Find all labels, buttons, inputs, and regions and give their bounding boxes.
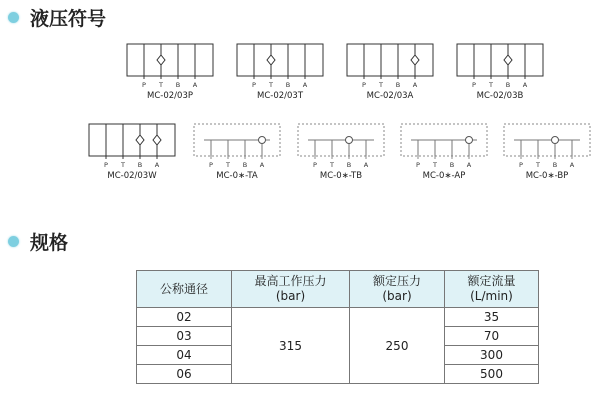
port-label: B	[285, 81, 291, 89]
bullet-dot-icon	[8, 236, 19, 247]
port-label: A	[466, 161, 472, 169]
symbol-label: MC-0∗-BP	[525, 171, 569, 181]
hydraulic-symbol	[127, 44, 213, 101]
max-pressure-cell: 315	[232, 308, 350, 384]
symbol-label: MC-02/03T	[256, 91, 304, 101]
header-nominal-size: 公称通径	[137, 271, 232, 308]
hydraulic-symbol	[347, 44, 433, 101]
symbol-label: MC-02/03P	[147, 91, 193, 101]
section-title-symbols	[8, 4, 106, 31]
flow-cell: 70	[445, 327, 539, 346]
valve-body	[89, 124, 175, 156]
symbols-title-text: 液压符号	[30, 8, 107, 30]
rated-pressure-cell: 250	[350, 308, 445, 384]
port-label: T	[269, 81, 273, 89]
symbol-label: MC-0∗-TB	[319, 171, 363, 181]
section-title-spec	[8, 228, 68, 255]
check-valve-icon	[346, 137, 353, 144]
hydraulic-symbol	[401, 124, 487, 181]
port-label: P	[142, 81, 146, 89]
port-label: B	[505, 81, 511, 89]
valve-body	[237, 44, 323, 76]
size-cell: 02	[137, 308, 232, 327]
check-valve-icon	[153, 135, 161, 145]
bullet-dot-icon	[8, 12, 19, 23]
check-valve-icon	[259, 137, 266, 144]
flow-cell: 300	[445, 346, 539, 365]
port-label: A	[302, 81, 308, 89]
header-max-pressure: 最高工作压力 (bar)	[232, 271, 350, 308]
spec-title-text: 规格	[30, 232, 69, 254]
valve-body	[127, 44, 213, 76]
port-label: B	[346, 161, 352, 169]
header-rated-flow: 额定流量 (L/min)	[445, 271, 539, 308]
spec-table	[136, 270, 539, 384]
hydraulic-symbol	[298, 124, 384, 181]
port-label: A	[192, 81, 198, 89]
symbol-label: MC-0∗-TA	[216, 171, 258, 181]
port-label: A	[569, 161, 575, 169]
size-cell: 03	[137, 327, 232, 346]
symbol-label: MC-0∗-AP	[422, 171, 466, 181]
port-label: P	[252, 81, 256, 89]
port-label: B	[449, 161, 455, 169]
flow-cell: 500	[445, 365, 539, 384]
port-label: A	[259, 161, 265, 169]
port-label: T	[226, 161, 230, 169]
check-valve-icon	[504, 55, 512, 65]
port-label: B	[242, 161, 248, 169]
valve-body	[457, 44, 543, 76]
port-label: P	[416, 161, 420, 169]
port-label: B	[395, 81, 401, 89]
hydraulic-symbols-panel	[0, 32, 604, 192]
flow-cell: 35	[445, 308, 539, 327]
check-valve-icon	[552, 137, 559, 144]
check-valve-icon	[136, 135, 144, 145]
port-label: T	[433, 161, 437, 169]
port-label: P	[472, 81, 476, 89]
hydraulic-symbol	[89, 124, 175, 181]
port-label: A	[412, 81, 418, 89]
check-valve-icon	[411, 55, 419, 65]
check-valve-icon	[267, 55, 275, 65]
check-valve-icon	[157, 55, 165, 65]
port-label: P	[209, 161, 213, 169]
header-rated-pressure: 额定压力 (bar)	[350, 271, 445, 308]
port-label: T	[330, 161, 334, 169]
symbol-label: MC-02/03A	[366, 91, 414, 101]
check-valve-icon	[466, 137, 473, 144]
port-label: T	[159, 81, 163, 89]
port-label: A	[522, 81, 528, 89]
spec-header-row	[137, 271, 539, 308]
port-label: P	[362, 81, 366, 89]
hydraulic-symbol	[237, 44, 323, 101]
hydraulic-symbol	[504, 124, 590, 181]
port-label: P	[313, 161, 317, 169]
port-label: T	[121, 161, 125, 169]
port-label: T	[536, 161, 540, 169]
port-label: P	[519, 161, 523, 169]
valve-body	[347, 44, 433, 76]
symbol-label: MC-02/03B	[476, 91, 524, 101]
port-label: A	[154, 161, 160, 169]
table-row	[137, 308, 539, 327]
size-cell: 06	[137, 365, 232, 384]
size-cell: 04	[137, 346, 232, 365]
port-label: B	[175, 81, 181, 89]
hydraulic-symbol	[194, 124, 280, 181]
port-label: T	[489, 81, 493, 89]
port-label: B	[552, 161, 558, 169]
port-label: B	[137, 161, 143, 169]
port-label: T	[379, 81, 383, 89]
hydraulic-symbol	[457, 44, 543, 101]
port-label: A	[363, 161, 369, 169]
port-label: P	[104, 161, 108, 169]
symbol-label: MC-02/03W	[107, 171, 157, 181]
